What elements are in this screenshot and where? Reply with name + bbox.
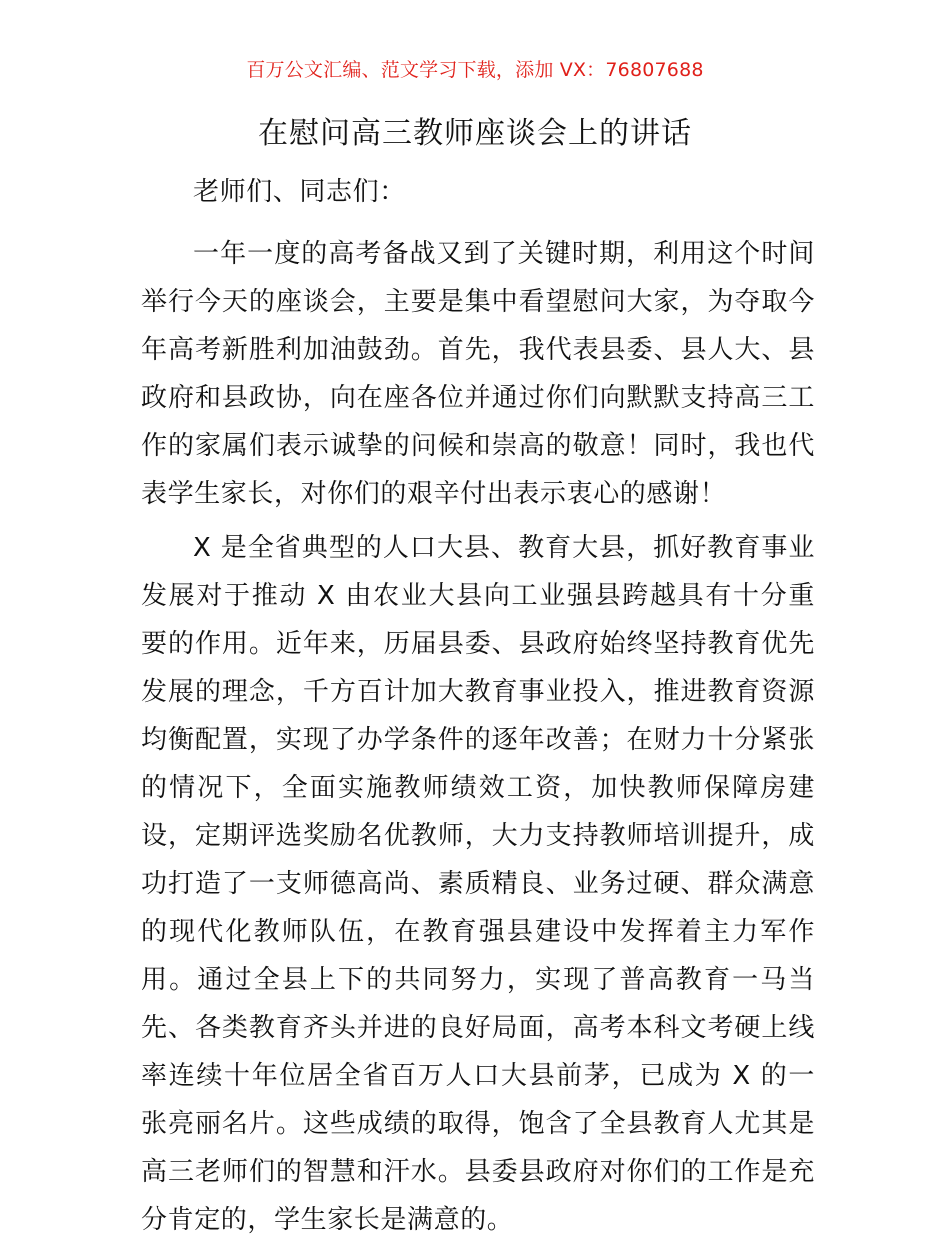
document-title: 在慰问高三教师座谈会上的讲话 <box>258 116 692 151</box>
body-paragraph-2: X 是全省典型的人口大县、教育大县，抓好教育事业发展对于推动 X 由农业大县向工业强县跨越具有十分重要的作用。近年来，历届县委、县政府始终坚持教育优先发展的理念，千方百计加大教育事业投入，推进教育资源均衡配置，实现了办学条件的逐年改善；在财力十分紧张的情况下，全面实施教师绩效工资，加快教师保障房建设，定期评选奖励名优教师，大力支持教师培训提升，成功打造了一支师德高尚、素质精良、业务过硬、群众满意的现代化教师队伍，在教育强县建设中发挥着主力军作用。通过全县上下的共同努力，实现了普高教育一马当先、各类教育齐头并进的良好局面，高考本科文考硬上线率连续十年位居全省百万人口大县前茅，已成为 X 的一张亮丽名片。这些成绩的取得，饱含了全县教育人尤其是高三老师们的智慧和汗水。县委县政府对你们的工作是充分肯定的，学生家长是满意的。 <box>141 533 815 1235</box>
salutation: 老师们、同志们： <box>193 177 406 207</box>
document-body <box>141 168 815 1250</box>
body-paragraph-1: 一年一度的高考备战又到了关键时期，利用这个时间举行今天的座谈会，主要是集中看望慰问大家，为夺取今年高考新胜利加油鼓劲。首先，我代表县委、县人大、县政府和县政协，向在座各位并通过你们向默默支持高三工作的家属们表示诚挚的问候和崇高的敬意！同时，我也代表学生家长，对你们的艰辛付出表示衷心的感谢！ <box>141 239 815 509</box>
header-watermark-note: 百万公文汇编、范文学习下载，添加 VX：76807688 <box>246 59 704 81</box>
